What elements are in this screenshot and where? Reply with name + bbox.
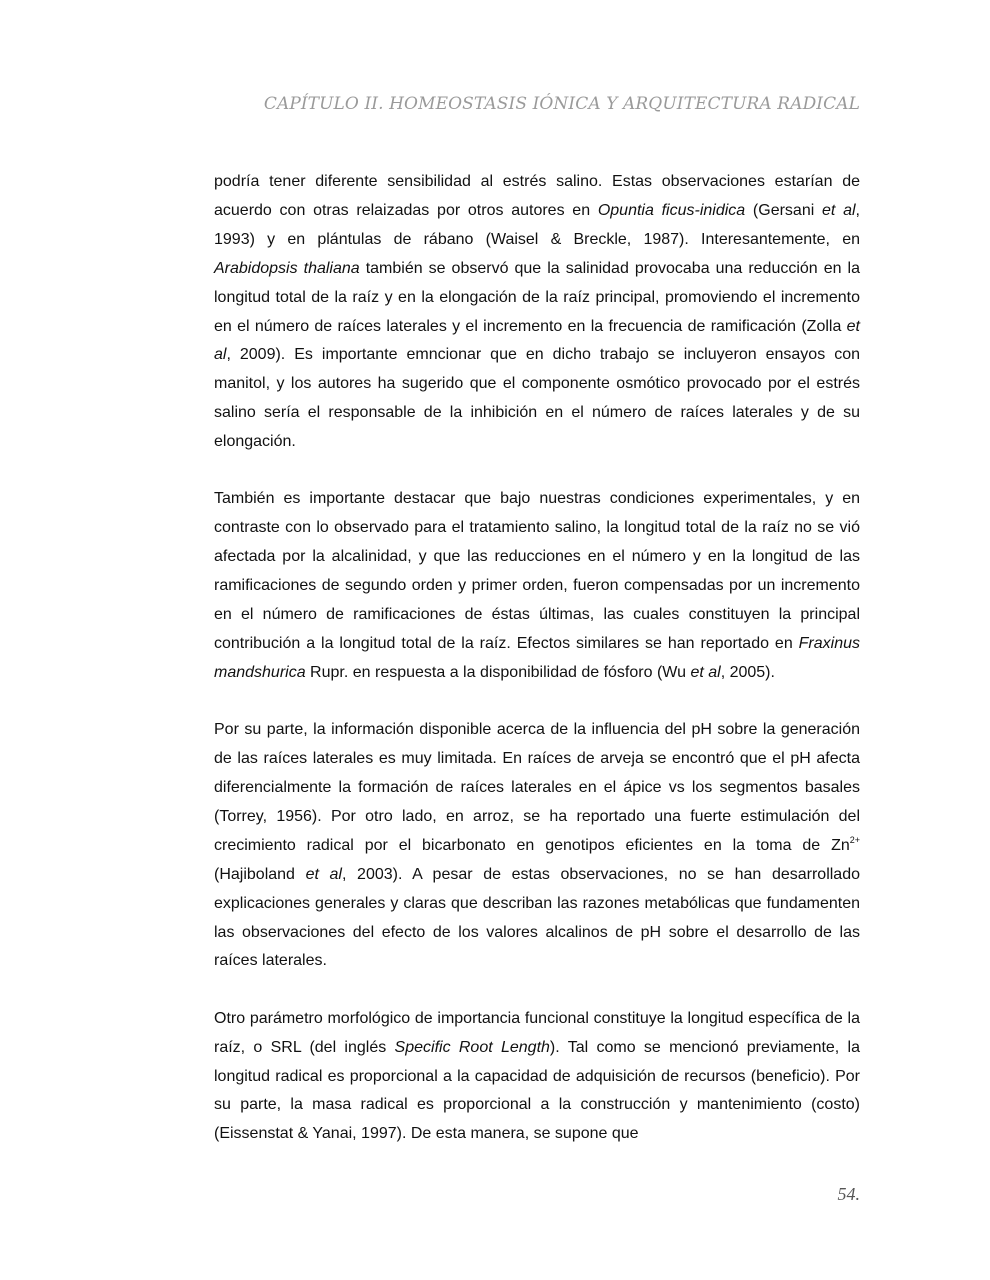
species-name: Arabidopsis thaliana xyxy=(214,259,360,277)
paragraph-2 xyxy=(214,485,860,687)
species-name: Opuntia ficus-inidica xyxy=(597,201,746,219)
running-header: CAPÍTULO II. HOMEOSTASIS IÓNICA Y ARQUITECTURA RADICAL xyxy=(263,94,860,114)
text-run: , 2003). A pesar de estas observaciones, no se han desarrollado explicaciones generales y claras que describan las razones metabólicas que fundamenten las observaciones del efecto de los valores alcalinos de pH sobre el desarrollo de las raíces laterales. xyxy=(214,865,860,970)
text-run: ). Tal como se mencionó previamente, la longitud radical es proporcional a la capacidad de adquisición de recursos (beneficio). Por su parte, la masa radical es proporcional a la construcción y mantenimiento (costo) (Eissenstat & Yanai, 1997). De esta manera, se supone que xyxy=(214,1038,861,1143)
citation-etal: et al xyxy=(690,663,721,681)
citation-etal: et al xyxy=(214,317,860,364)
body-text xyxy=(214,168,860,1178)
english-term: Specific Root Length xyxy=(394,1038,550,1056)
page-number: 54. xyxy=(837,1184,860,1204)
citation-etal: et al xyxy=(822,201,856,219)
text-run: Por su parte, la información disponible acerca de la influencia del pH sobre la generación de las raíces laterales es muy limitada. En raíces de arveja se encontró que el pH afecta diferencialmente la formación de raíces laterales en el ápice vs los segmentos basales (Torrey, 1956). Por otro lado, en arroz, se ha reportado una fuerte estimulación del crecimiento radical por el bicarbonato en genotipos eficientes en la toma de Zn xyxy=(214,721,860,854)
paragraph-1 xyxy=(214,168,860,457)
text-run: También es importante destacar que bajo nuestras condiciones experimentales, y en contraste con lo observado para el tratamiento salino, la longitud total de la raíz no se vió afectada por la alcalinidad, y que las reducciones en el número y en la longitud de las ramificaciones de segundo orden y primer orden, fueron compensadas por un incremento en el número de ramificaciones de éstas últimas, las cuales constituyen la principal contribución a la longitud total de la raíz. Efectos similares se han reportado en xyxy=(214,490,860,652)
text-run: Otro parámetro morfológico de importancia funcional constituye la longitud específica de la raíz, o SRL (del inglés xyxy=(214,1009,860,1056)
species-name: Fraxinus mandshurica xyxy=(214,634,860,681)
text-run: (Hajiboland xyxy=(214,865,306,883)
text-run: , 1993) y en plántulas de rábano (Waisel & Breckle, 1987). Interesantemente, en xyxy=(214,201,860,248)
text-run: también se observó que la salinidad provocaba una reducción en la longitud total de la raíz y en la elongación de la raíz principal, promoviendo el incremento en el número de raíces laterales y el incremento en la frecuencia de ramificación (Zolla xyxy=(214,259,861,335)
text-run: , 2005). xyxy=(720,663,775,681)
ion-charge-superscript: 2+ xyxy=(849,834,860,845)
text-run: podría tener diferente sensibilidad al estrés salino. Estas observaciones estarían de acuerdo con otras relaizadas por otros autores en xyxy=(214,173,860,219)
paragraph-4 xyxy=(214,1005,860,1150)
text-run: , 2009). Es importante emncionar que en dicho trabajo se incluyeron ensayos con manitol, y los autores ha sugerido que el componente osmótico provocado por el estrés salino sería el responsable de la inhibición en el número de raíces laterales y de su elongación. xyxy=(214,346,860,451)
citation-etal: et al xyxy=(305,865,342,883)
text-run: (Gersani xyxy=(745,201,822,219)
text-run: Rupr. en respuesta a la disponibilidad de fósforo (Wu xyxy=(305,663,691,681)
paragraph-3 xyxy=(214,716,860,976)
